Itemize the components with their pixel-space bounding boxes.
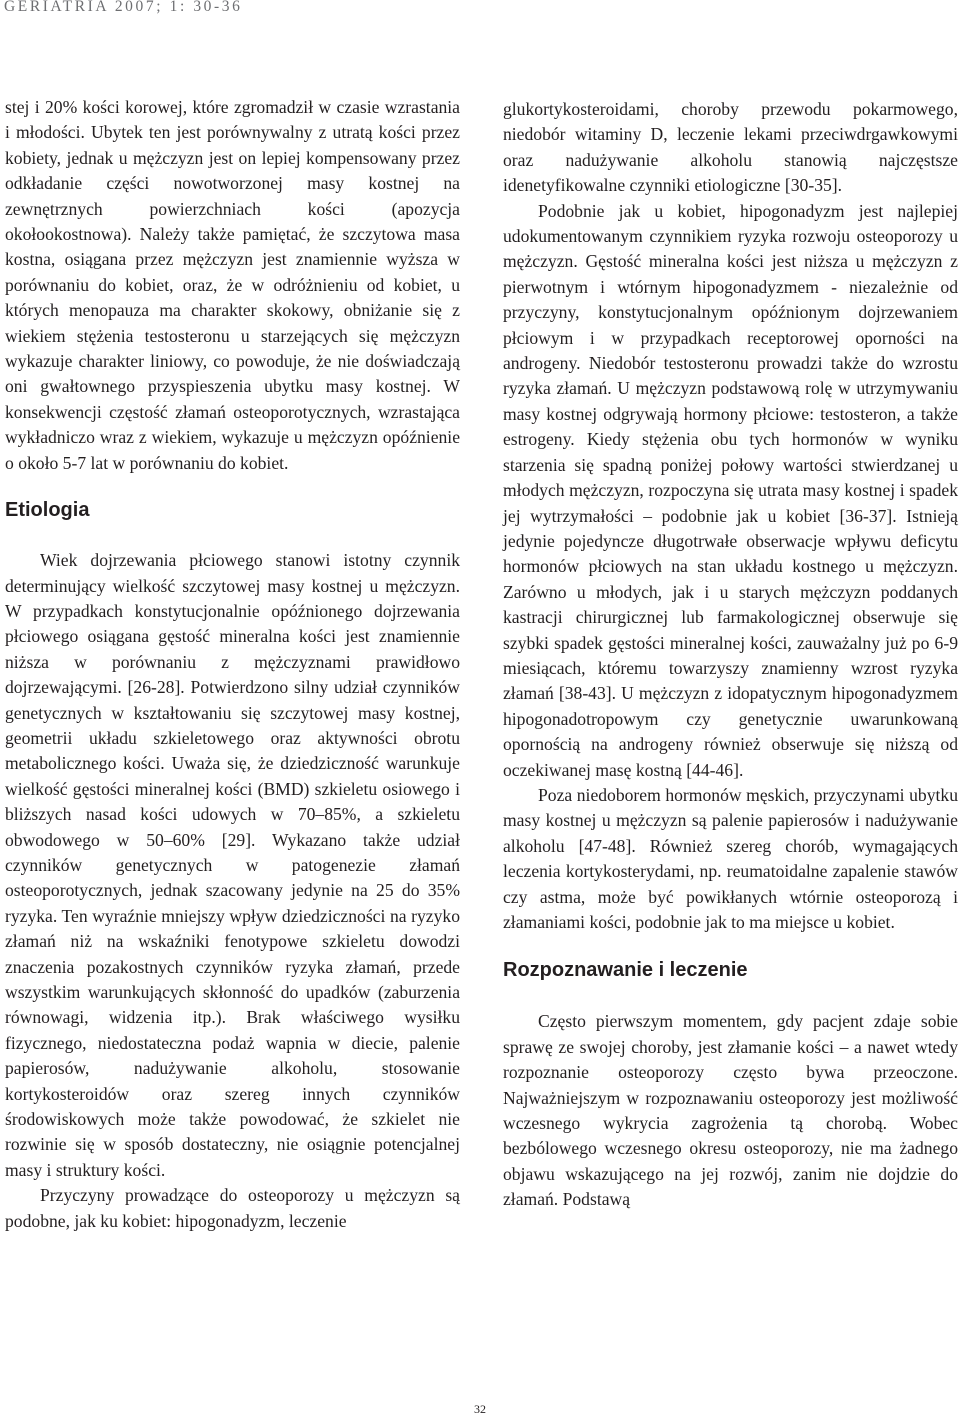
- body-paragraph: Podobnie jak u kobiet, hipogonadyzm jest najlepiej udokumentowanym czynnikiem ryzyka rozwoju osteoporozy u mężczyzn. Gęstość mineralna kości jest niższa u mężczyzn z pierwotnym i wtórnym hipogonadyzmem - niezależnie od przyczyny, konstytucjonalnym opóźnionym dojrzewaniem płciowym i w przypadkach receptorowej oporności na androgeny. Niedobór testosteronu prowadzi także do wzrostu ryzyka złamań. U mężczyzn podstawową rolę w utrzymywaniu masy kostnej odgrywają hormony płciowe: testosteron, a także estrogeny. Kiedy stężenia obu tych hormonów w wyniku starzenia się spadną poniżej połowy wartości stwierdzanej u młodych mężczyzn, rozpoczyna się utrata masy kostnej i spadek jej wytrzymałości – podobnie jak u kobiet [36-37]. Istnieją jedynie pojedyncze długotrwałe obserwacje wpływu deficytu hormonów płciowych na stan układu kostnego u mężczyzn. Zarówno u młodych, jak i u starych mężczyzn poddanych kastracji chirurgicznej lub farmakologicznej obserwuje się szybki spadek gęstości mineralnej kości, zauważalny już po 6-9 miesiącach, któremu towarzyszy znamienny wzrost ryzyka złamań [38-43]. U mężczyzn z idopatycznym hipogonadyzmem hipogonadotropowym czy genetycznie uwarunkowaną opornością na androgeny również obserwuje się niższą od oczekiwanej masę kostną [44-46].: [503, 200, 958, 780]
- body-paragraph: Często pierwszym momentem, gdy pacjent zdaje sobie sprawę ze swojej choroby, jest złamanie kości – a nawet wtedy rozpoznanie osteoporozy często bywa przeoczone. Najważniejszym w rozpoznawaniu osteoporozy jest możliwość wczesnego wykrycia zagrożenia tą chorobą. Wobec bezbólowego wczesnego okresu osteoporozy, nie ma żadnego objawu wskazującego na jej rozwój, zanim nie dojdzie do złamań. Podstawą: [503, 1011, 958, 1210]
- section-heading-rozpoznawanie: Rozpoznawanie i leczenie: [503, 959, 748, 982]
- section-heading-etiologia: Etiologia: [5, 499, 90, 522]
- body-paragraph: stej i 20% kości korowej, które zgromadził w czasie wzrastania i młodości. Ubytek ten jest porównywalny z utratą kości przez kobiety, jednak u mężczyzn jest on lepiej kompensowany przez odkładanie części nowotworzonej masy kostnej na zewnętrznych powierzchniach kości (apozycja okołookostnowa). Należy także pamiętać, że szczytowa masa kostna, osiągana przez mężczyzn jest znamiennie wyższa w porównaniu do kobiet, oraz, że w odróżnieniu od kobiet, u których menopauza ma charakter skokowy, obniżanie się z wiekiem stężenia testosteronu u starzejących się mężczyzn wykazuje charakter liniowy, co powoduje, że nie doświadczają oni gwałtownego przyspieszenia ubytku masy kostnej. W konsekwencji częstość złamań osteoporotycznych, wzrastająca wykładniczo wraz z wiekiem, wykazuje u mężczyzn opóźnienie o około 5-7 lat w porównaniu do kobiet.: [5, 97, 460, 473]
- page-number: 32: [474, 1402, 486, 1416]
- body-paragraph: Poza niedoborem hormonów męskich, przyczynami ubytku masy kostnej u mężczyzn są palenie papierosów i nadużywanie alkoholu [47-48]. Również szereg chorób, wymagających leczenia kortykosterydami, np. reumatoidalne zapalenie stawów czy astma, może być powikłanych wtórnie osteoporozą i złamaniami kości, podobnie jak to ma miejsce u kobiet.: [503, 784, 958, 932]
- body-paragraph: Wiek dojrzewania płciowego stanowi istotny czynnik determinujący wielkość szczytowej masy kostnej u mężczyzn. W przypadkach konstytucjonalnie opóźnionego dojrzewania płciowego osiągana gęstość mineralna kości jest znamiennie niższa w porównaniu z mężczyznami prawidłowo dojrzewającymi. [26-28]. Potwierdzono silny udział czynników genetycznych w kształtowaniu się szczytowej masy kostnej, geometrii układu szkieletowego oraz aktywności obrotu metabolicznego kości. Uważa się, że dziedziczność warunkuje wielkość gęstości mineralnej kości (BMD) szkieletu osiowego i bliższych nasad kości udowych w 70–85%, a szkieletu obwodowego w 50–60% [29]. Wykazano także udział czynników genetycznych w patogenezie złamań osteoporotycznych, jednak szacowany jedynie na 25 do 35% ryzyka. Ten wyraźnie mniejszy wpływ dziedziczności na ryzyko złamań niż na wskaźniki fenotypowe szkieletu dowodzi znaczenia pozakostnych czynników ryzyka złamań, przede wszystkim warunkujących skłonność do upadków (zaburzenia równowagi, widzenia itp.). Brak właściwego wysiłku fizycznego, niedostateczna podaż wapnia w diecie, palenie papierosów, nadużywanie alkoholu, stosowanie kortykosteroidów oraz szereg innych czynników środowiskowych może także powodować, że szkielet nie rozwinie się w sposób dostateczny, nie osiągnie potencjalnej masy i struktury kości.: [5, 550, 460, 1180]
- body-paragraph: glukortykosteroidami, choroby przewodu pokarmowego, niedobór witaminy D, leczenie lekami przeciwdrgawkowymi oraz nadużywanie alkoholu stanowią najczęstsze idenetyfikowalne czynniki etiologiczne [30-35].: [503, 99, 958, 196]
- running-header: GERIATRIA 2007; 1: 30-36: [4, 0, 243, 15]
- body-paragraph: Przyczyny prowadzące do osteoporozy u mężczyzn są podobne, jak ku kobiet: hipogonadyzm, leczenie: [5, 1185, 460, 1231]
- right-column: [503, 97, 958, 1213]
- left-column: [5, 95, 460, 1234]
